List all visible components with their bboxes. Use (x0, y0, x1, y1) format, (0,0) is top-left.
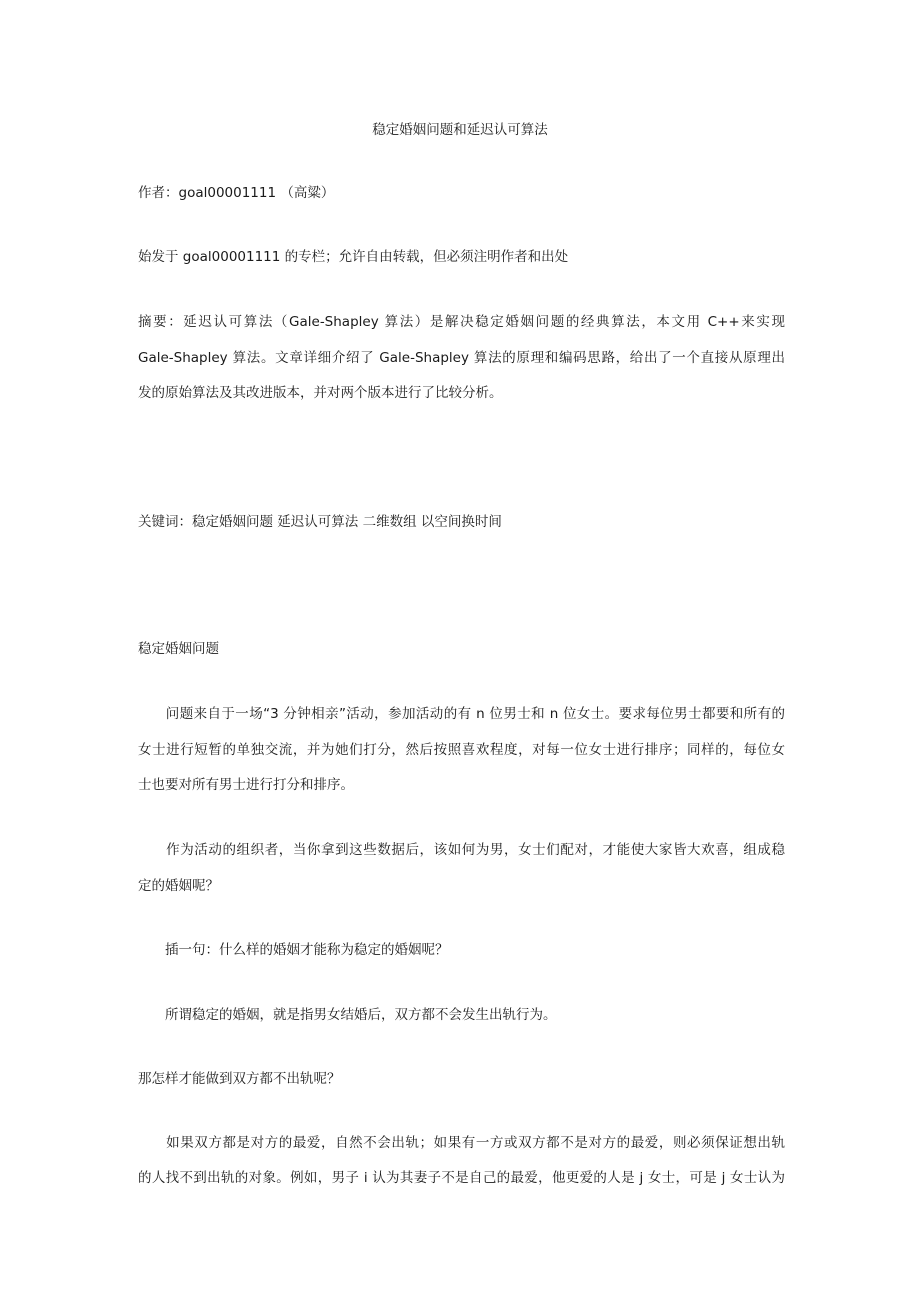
paragraph-line: 的人找不到出轨的对象。例如，男子 i 认为其妻子不是自己的最爱，他更爱的人是 j 女士，可是 j 女士认为 (138, 1170, 785, 1186)
paragraph-line: 插一句：什么样的婚姻才能称为稳定的婚姻呢？ (138, 942, 449, 958)
first-published-note: 始发于 goal00001111 的专栏；允许自由转载，但必须注明作者和出处 (138, 249, 569, 265)
abstract-line: 摘要：延迟认可算法（Gale-Shapley 算法）是解决稳定婚姻问题的经典算法，本文用 C++来实现 (138, 314, 785, 330)
paragraph-line: 女士进行短暂的单独交流，并为她们打分，然后按照喜欢程度，对每一位女士进行排序；同样的，每位女 (138, 742, 785, 758)
document-title: 稳定婚姻问题和延迟认可算法 (372, 122, 548, 138)
paragraph-line: 那怎样才能做到双方都不出轨呢？ (138, 1071, 341, 1087)
paragraph-line: 如果双方都是对方的最爱，自然不会出轨；如果有一方或双方都不是对方的最爱，则必须保证想出轨 (138, 1135, 785, 1151)
abstract-line: 发的原始算法及其改进版本，并对两个版本进行了比较分析。 (138, 385, 503, 401)
paragraph-line: 作为活动的组织者，当你拿到这些数据后，该如何为男，女士们配对，才能使大家皆大欢喜，组成稳 (138, 842, 785, 858)
paragraph-line: 问题来自于一场“3 分钟相亲”活动，参加活动的有 n 位男士和 n 位女士。要求每位男士都要和所有的 (138, 706, 785, 722)
section-heading: 稳定婚姻问题 (138, 641, 219, 657)
paragraph-line: 定的婚姻呢？ (138, 878, 219, 894)
keywords-line: 关键词：稳定婚姻问题 延迟认可算法 二维数组 以空间换时间 (138, 514, 502, 530)
abstract-line: Gale-Shapley 算法。文章详细介绍了 Gale-Shapley 算法的原理和编码思路，给出了一个直接从原理出 (138, 350, 785, 366)
paragraph-line: 士也要对所有男士进行打分和排序。 (138, 777, 354, 793)
author-line: 作者：goal00001111 （高粱） (138, 185, 335, 201)
paragraph-line: 所谓稳定的婚姻，就是指男女结婚后，双方都不会发生出轨行为。 (138, 1007, 557, 1023)
